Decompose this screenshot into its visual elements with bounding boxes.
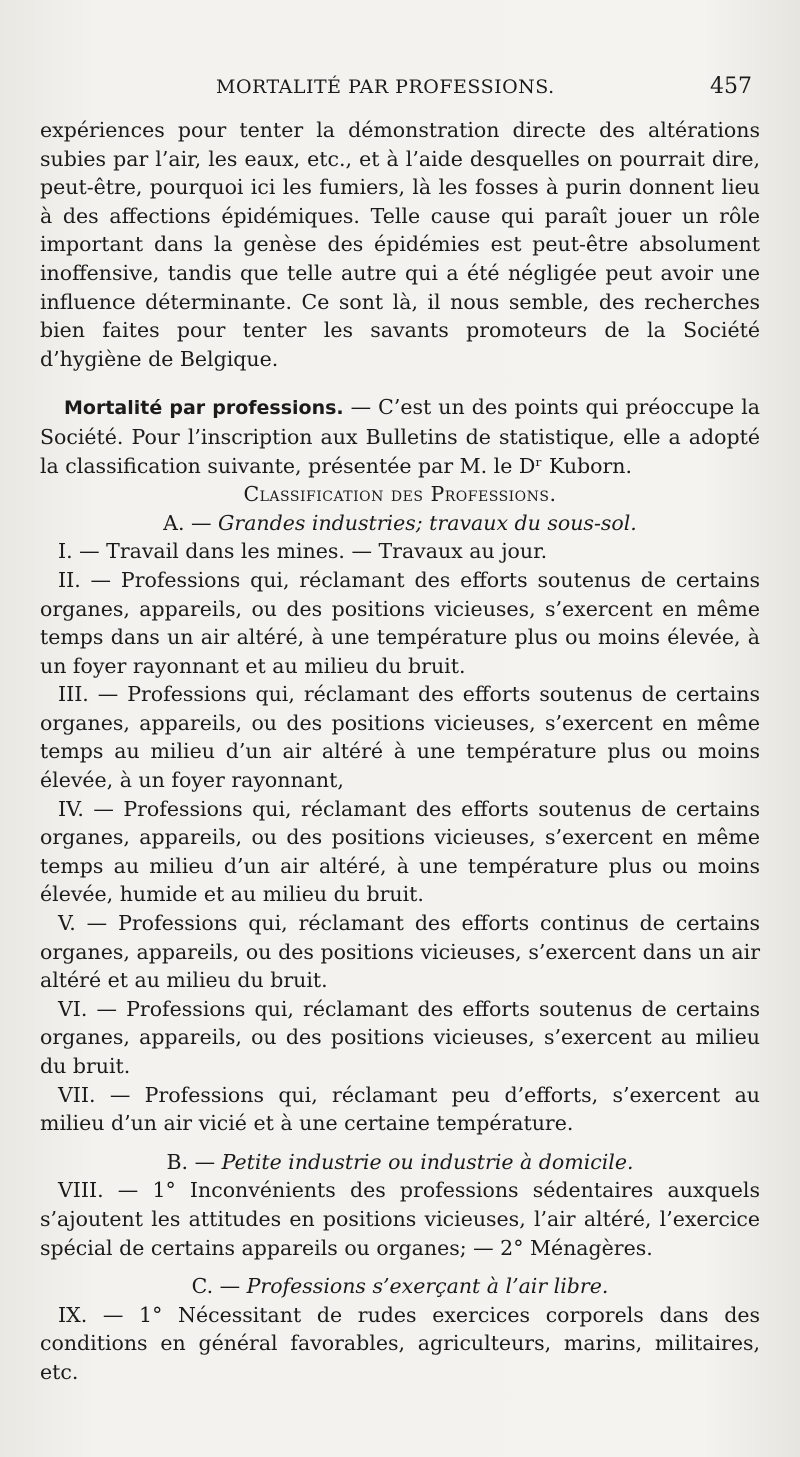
section-paragraph (40, 393, 760, 480)
group-heading-c (40, 1272, 760, 1301)
running-title: MORTALITÉ PAR PROFESSIONS. (216, 76, 555, 98)
group-letter: C. — (191, 1274, 247, 1299)
list-item: II. — Professions qui, réclamant des efforts soutenus de certains organes, appareils, ou des positions vicieuses, s’exercent en même temps dans un air altéré, à une température plus ou moins élevée, à un foyer rayonnant et au milieu du bruit. (40, 567, 760, 678)
group-title: Grandes industries; travaux du sous-sol. (218, 510, 637, 535)
group-letter: A. — (163, 510, 219, 535)
group-heading-b (40, 1148, 760, 1177)
list-item: VII. — Professions qui, réclamant peu d’efforts, s’exercent au milieu d’un air vicié et à une certaine température. (40, 1082, 760, 1136)
group-heading-a (40, 509, 760, 538)
group-letter: B. — (166, 1149, 222, 1174)
group-title: Petite industrie ou industrie à domicile. (221, 1149, 634, 1174)
list-item: I. — Travail dans les mines. — Travaux au jour. (58, 539, 548, 564)
list-item: III. — Professions qui, réclamant des efforts soutenus de certains organes, appareils, ou des positions vicieuses, s’exercent en même temps au milieu d’un air altéré à une température plus ou moins élevée, à un foyer rayonnant, (40, 682, 760, 793)
group-title: Professions s’exerçant à l’air libre. (246, 1274, 609, 1299)
classification-title: Classification des Professions. (243, 482, 557, 507)
section-lead: Mortalité par professions. (64, 397, 344, 420)
page-header (40, 76, 760, 106)
section-text: — C’est un des points qui préoccupe la Société. Pour l’inscription aux Bulletins de statistique, elle a adopté la classification suivante, présentée par M. le Dʳ Kuborn. (40, 395, 760, 478)
list-item: IV. — Professions qui, réclamant des efforts soutenus de certains organes, appareils, ou des positions vicieuses, s’exercent en même temps au milieu d’un air altéré, à une température plus ou moins élevée, humide et au milieu du bruit. (40, 796, 760, 907)
list-item: IX. — 1° Nécessitant de rudes exercices corporels dans des conditions en général favorables, agriculteurs, marins, militaires, etc. (40, 1302, 760, 1384)
list-item: VI. — Professions qui, réclamant des efforts soutenus de certains organes, appareils, ou des positions vicieuses, s’exercent au milieu du bruit. (40, 996, 760, 1078)
list-item: VIII. — 1° Inconvénients des professions sédentaires auxquels s’ajoutent les attitudes en positions vicieuses, l’air altéré, l’exercice spécial de certains appareils ou organes; — 2° Ménagères. (40, 1178, 760, 1260)
page-number: 457 (710, 74, 752, 99)
body-text (40, 116, 760, 1387)
intro-paragraph: expériences pour tenter la démonstration directe des altérations subies par l’air, les eaux, etc., et à l’aide desquelles on pourrait dire, peut-être, pourquoi ici les fumiers, là les fosses à purin donnent lieu à des affections épidémiques. Telle cause qui paraît jouer un rôle important dans la genèse des épidémies est peut-être absolument inoffensive, tandis que telle autre qui a été négligée peut avoir une influence déterminante. Ce sont là, il nous semble, des recherches bien faites pour tenter les savants promoteurs de la Société d’hygiène de Belgique. (40, 118, 760, 371)
list-item: V. — Professions qui, réclamant des efforts continus de certains organes, appareils, ou des positions vicieuses, s’exercent dans un air altéré et au milieu du bruit. (40, 911, 760, 993)
